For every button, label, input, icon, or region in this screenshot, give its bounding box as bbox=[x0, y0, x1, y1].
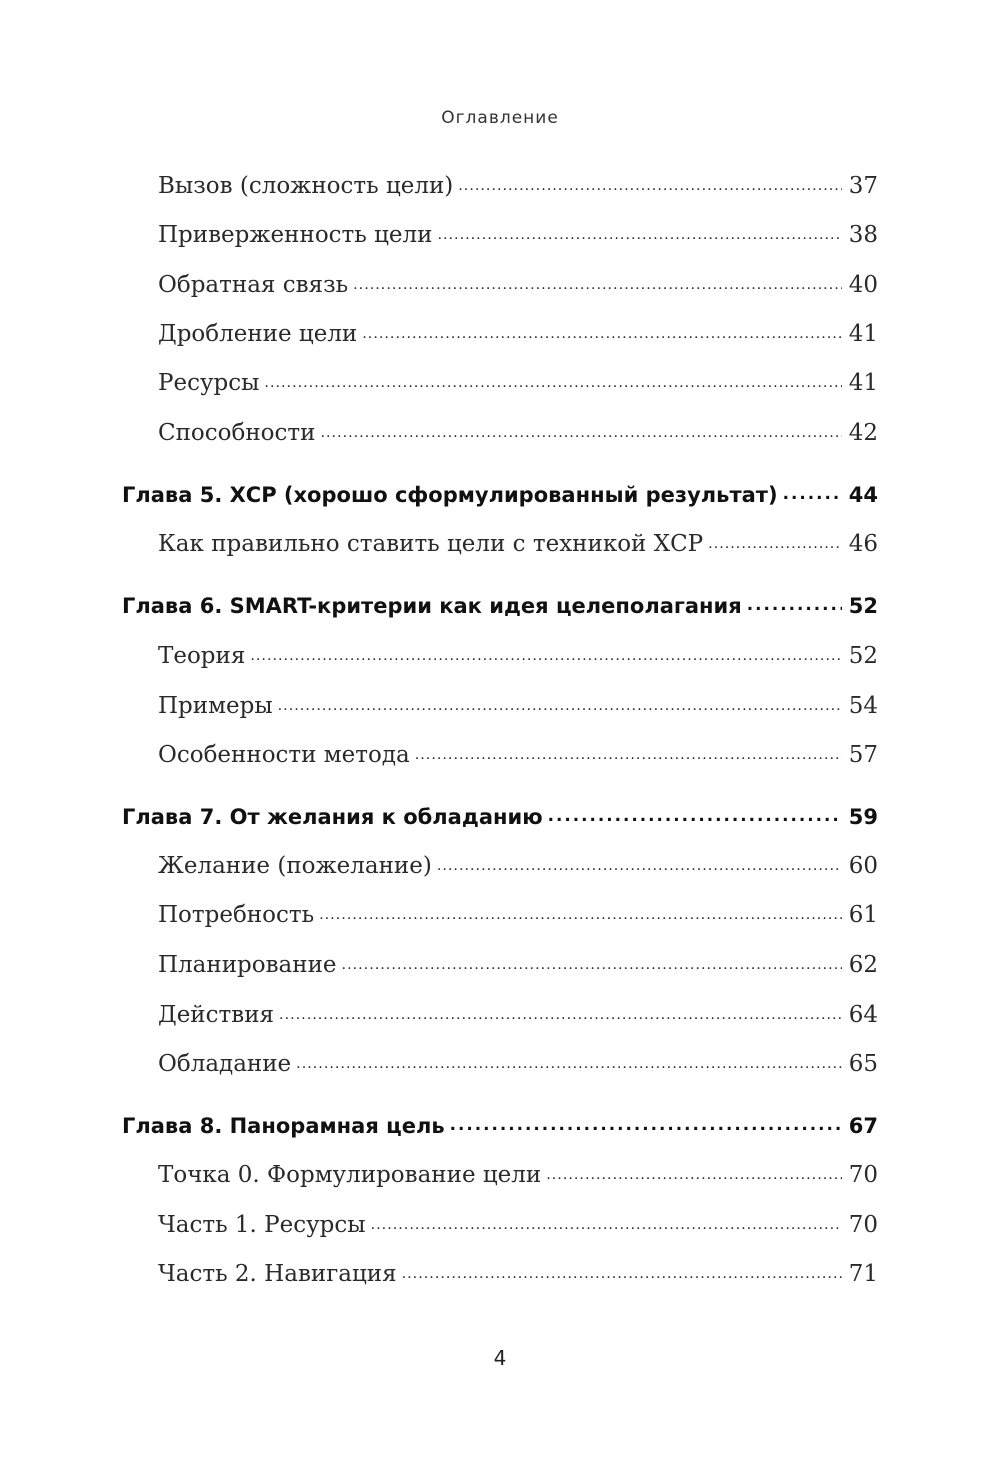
toc-entry[interactable] bbox=[158, 1159, 878, 1188]
toc-entry-title: Часть 1. Ресурсы bbox=[158, 1212, 366, 1238]
toc-entry-page: 61 bbox=[848, 902, 878, 928]
toc-entry-page: 42 bbox=[848, 420, 878, 446]
toc-chapter[interactable] bbox=[122, 1112, 878, 1138]
toc-chapter-title: Глава 8. Панорамная цель bbox=[122, 1114, 445, 1138]
toc-chapter-page: 44 bbox=[848, 483, 878, 507]
toc-leader-dots bbox=[319, 899, 842, 922]
toc-leader-dots bbox=[450, 1112, 842, 1133]
toc-entry[interactable] bbox=[158, 640, 878, 669]
toc-entry-title: Способности bbox=[158, 420, 316, 446]
toc-entry-page: 38 bbox=[848, 222, 878, 248]
toc-chapter[interactable] bbox=[122, 481, 878, 507]
toc-entry-title: Приверженность цели bbox=[158, 222, 433, 248]
toc-entry-page: 52 bbox=[848, 643, 878, 669]
toc-leader-dots bbox=[546, 1159, 842, 1182]
toc-entry-page: 70 bbox=[848, 1162, 878, 1188]
toc-leader-dots bbox=[353, 269, 842, 292]
toc-chapter-page: 59 bbox=[848, 805, 878, 829]
toc-entry-page: 57 bbox=[848, 742, 878, 768]
toc-entry[interactable] bbox=[158, 1048, 878, 1077]
toc-entry-title: Примеры bbox=[158, 693, 273, 719]
toc-leader-dots bbox=[320, 417, 842, 440]
toc-chapter-title: Глава 6. SMART-критерии как идея целеполагания bbox=[122, 594, 742, 618]
toc-leader-dots bbox=[279, 999, 842, 1022]
toc-entry-title: Желание (пожелание) bbox=[158, 853, 432, 879]
running-head: Оглавление bbox=[441, 108, 559, 128]
toc-chapter-title: Глава 7. От желания к обладанию bbox=[122, 805, 543, 829]
toc-entry-page: 71 bbox=[848, 1261, 878, 1287]
toc-chapter-page: 67 bbox=[848, 1114, 878, 1138]
toc-leader-dots bbox=[548, 803, 842, 824]
toc-entry[interactable] bbox=[158, 690, 878, 719]
page-number: 4 bbox=[493, 1346, 507, 1370]
toc-leader-dots bbox=[783, 481, 842, 502]
toc-entry-title: Действия bbox=[158, 1002, 275, 1028]
toc-entry-title: Планирование bbox=[158, 952, 337, 978]
toc-leader-dots bbox=[250, 640, 842, 663]
toc-entry[interactable] bbox=[158, 850, 878, 879]
toc-entry-title: Обратная связь bbox=[158, 272, 349, 298]
toc-entry-page: 54 bbox=[848, 693, 878, 719]
toc-entry[interactable] bbox=[158, 1258, 878, 1287]
toc-entry-title: Особенности метода bbox=[158, 742, 410, 768]
toc-leader-dots bbox=[342, 949, 842, 972]
toc-entry-page: 60 bbox=[848, 853, 878, 879]
toc-entry[interactable] bbox=[158, 417, 878, 446]
toc-chapter-page: 52 bbox=[848, 594, 878, 618]
toc-entry-page: 46 bbox=[848, 531, 878, 557]
toc-entry[interactable] bbox=[158, 1209, 878, 1238]
toc-entry-title: Обладание bbox=[158, 1051, 292, 1077]
toc-leader-dots bbox=[371, 1209, 842, 1232]
toc-entry[interactable] bbox=[158, 367, 878, 396]
toc-leader-dots bbox=[458, 170, 842, 193]
toc-entry-page: 37 bbox=[848, 173, 878, 199]
toc-entry[interactable] bbox=[158, 219, 878, 248]
toc-entry-title: Ресурсы bbox=[158, 370, 260, 396]
toc-leader-dots bbox=[362, 318, 842, 341]
toc-entry-page: 64 bbox=[848, 1002, 878, 1028]
toc-leader-dots bbox=[264, 367, 842, 390]
toc-leader-dots bbox=[278, 690, 842, 713]
toc-entry-title: Точка 0. Формулирование цели bbox=[158, 1162, 542, 1188]
toc-entry[interactable] bbox=[158, 739, 878, 768]
toc-leader-dots bbox=[437, 850, 842, 873]
toc-entry-page: 65 bbox=[848, 1051, 878, 1077]
toc-leader-dots bbox=[708, 528, 842, 551]
toc-entry-title: Часть 2. Навигация bbox=[158, 1261, 397, 1287]
toc-chapter[interactable] bbox=[122, 803, 878, 829]
toc-entry[interactable] bbox=[158, 528, 878, 557]
toc-entry-title: Как правильно ставить цели с техникой ХСР bbox=[158, 531, 704, 557]
toc-entry-page: 41 bbox=[848, 370, 878, 396]
toc-entry-title: Потребность bbox=[158, 902, 315, 928]
toc-chapter[interactable] bbox=[122, 592, 878, 618]
toc-entry-title: Дробление цели bbox=[158, 321, 358, 347]
toc-entry-page: 41 bbox=[848, 321, 878, 347]
toc-entry[interactable] bbox=[158, 269, 878, 298]
toc-leader-dots bbox=[747, 592, 842, 613]
toc-entry-title: Теория bbox=[158, 643, 246, 669]
toc-chapter-title: Глава 5. ХСР (хорошо сформулированный результат) bbox=[122, 483, 778, 507]
toc-leader-dots bbox=[437, 219, 842, 242]
toc-entry[interactable] bbox=[158, 949, 878, 978]
toc-entry-page: 62 bbox=[848, 952, 878, 978]
toc-entry[interactable] bbox=[158, 899, 878, 928]
toc-entry-title: Вызов (сложность цели) bbox=[158, 173, 454, 199]
toc-entry-page: 40 bbox=[848, 272, 878, 298]
toc-leader-dots bbox=[415, 739, 842, 762]
toc-entry[interactable] bbox=[158, 318, 878, 347]
toc-entry[interactable] bbox=[158, 170, 878, 199]
toc-entry-page: 70 bbox=[848, 1212, 878, 1238]
toc-leader-dots bbox=[296, 1048, 842, 1071]
toc-entry[interactable] bbox=[158, 999, 878, 1028]
toc-leader-dots bbox=[402, 1258, 842, 1281]
